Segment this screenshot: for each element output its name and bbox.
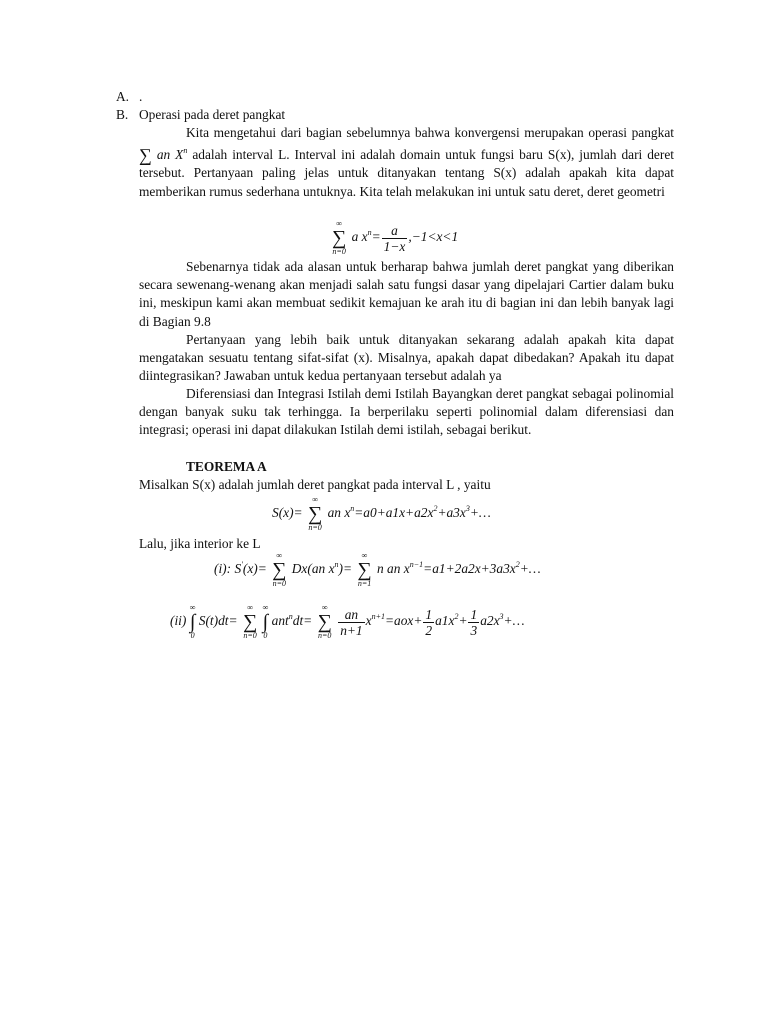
equation-integration: (ii) ∞ ∫ 0 S(t)dt= ∞ ∑ n=0 ∞ ∫ 0 ant$^n$dt= ∞ ∑ n=0 $\frac{an}{n+1}$ $x^{n+1}=aox+$ $\frac{1}{2}$ $a1x^2+$ $\frac{1}{3}$ $a2x^3+\dots$ xyxy=(170,603,525,640)
paragraph-4: Diferensiasi dan Integrasi Istilah demi Istilah Bayangkan deret pangkat sebagai polinomial dengan banyak suku tak terhingga. Ia berperilaku seperti polinomial dalam diferensiasi dan integrasi; operasi ini dapat dilakukan Istilah demi istilah, sebagai berikut. xyxy=(139,386,674,438)
list-text-b: Operasi pada deret pangkat xyxy=(139,107,286,122)
para1-post: adalah interval L. Interval ini adalah domain untuk fungsi baru S(x), jumlah dari deret tersebut. Pertanyaan paling jelas untuk ditanyakan tentang S(x) adalah apakah kita dapat memberikan rumus sederhana untuknya. Kita telah melakukan ini untuk satu deret, deret geometri xyxy=(139,147,674,199)
fraction: $\frac{1}{3}$ xyxy=(470,606,478,638)
equation-series-definition: S(x)= ∞ ∑ n=0 an $x^n=a0+a1x+a2x^2+a3x^3+\dots$ xyxy=(272,495,491,532)
integral-symbol: ∞ ∫ 0 xyxy=(189,603,196,640)
paragraph-2: Sebenarnya tidak ada alasan untuk berharap bahwa jumlah deret pangkat yang diberikan secara sewenang-wenang akan menjadi salah satu fungsi dasar yang dipelajari Cartier dalam buku ini, meskipun kami akan membuat sedikit kemajuan ke arah itu di bagian ini dan lebih banyak lagi di Bagian 9.8 xyxy=(139,259,674,329)
sum-symbol: ∑ xyxy=(139,145,152,166)
sum-symbol: ∞ ∑ n=0 xyxy=(317,603,332,640)
fraction: $\frac{a}{1-x}$ xyxy=(383,222,406,254)
para1-math: an X xyxy=(156,147,184,163)
sum-symbol: ∞ ∑ n=1 xyxy=(357,551,372,588)
list-label-b: B. xyxy=(116,107,129,122)
list-label-a: A. xyxy=(116,89,130,104)
para1-sup: n xyxy=(183,146,188,156)
fraction: $\frac{an}{n+1}$ xyxy=(340,606,363,638)
equation-geometric: ∞ ∑ n=0 a $x^n=$ $\frac{a}{1-x}$ ,−1<x<1 xyxy=(332,219,459,256)
paragraph-1 xyxy=(139,124,674,201)
theorem-title: TEOREMA A xyxy=(186,459,267,474)
list-item-a xyxy=(116,88,142,106)
sum-symbol: ∞ ∑ n=0 xyxy=(242,603,258,640)
paragraph-3: Pertanyaan yang lebih baik untuk ditanyakan sekarang adalah apakah kita dapat mengatakan sesuatu tentang sifat-sifat (x). Misalnya, apakah dapat dibedakan? Apakah itu dapat diintegrasikan? Jawaban untuk kedua pertanyaan tersebut adalah ya xyxy=(139,332,674,384)
equation-differentiation: (i): S'(x)= ∞ ∑ n=0 Dx(an $x^n)=$ ∞ ∑ n=1 n an $x^{n-1}=a1+2a2x+3a3x^2+\dots$ xyxy=(214,551,541,588)
sum-symbol: ∞ ∑ n=0 xyxy=(272,551,287,588)
sum-symbol: ∞ ∑ n=0 xyxy=(307,495,323,532)
fraction: $\frac{1}{2}$ xyxy=(425,606,433,638)
sum-symbol: ∞ ∑ n=0 xyxy=(332,219,347,256)
theorem-block xyxy=(139,458,674,494)
theorem-then: Lalu, jika interior ke L xyxy=(139,536,261,551)
integral-symbol: ∞ ∫ 0 xyxy=(262,603,269,640)
list-item-b xyxy=(116,106,285,124)
para1-pre: Kita mengetahui dari bagian sebelumnya bahwa konvergensi merupakan operasi pangkat xyxy=(186,125,674,140)
theorem-intro: Misalkan S(x) adalah jumlah deret pangkat pada interval L , yaitu xyxy=(139,477,491,493)
list-text-a: . xyxy=(139,89,143,104)
